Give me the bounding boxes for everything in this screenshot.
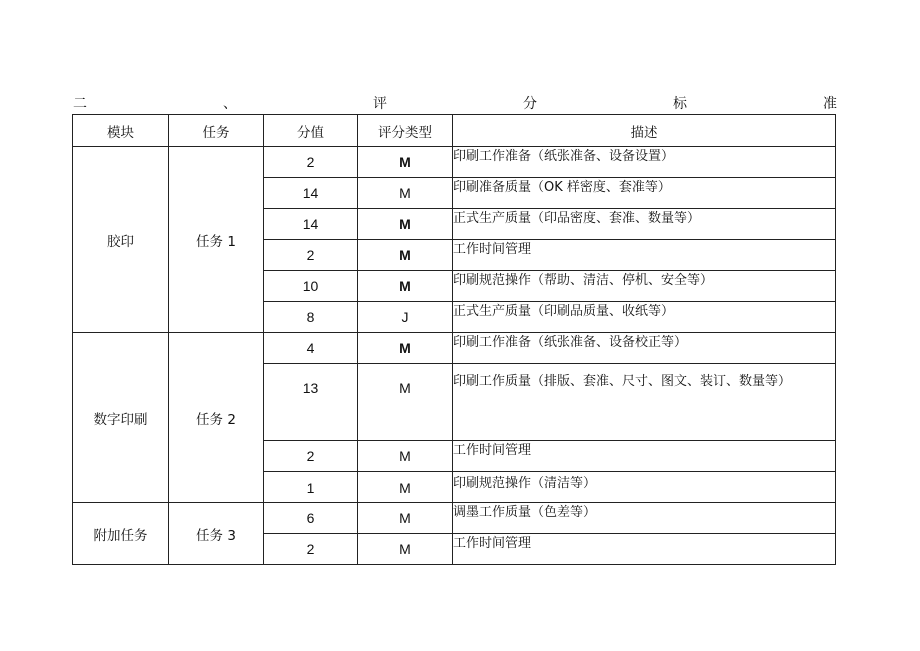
scoring-table — [72, 114, 836, 565]
module-cell: 数字印刷 — [73, 333, 169, 503]
header-description: 描述 — [453, 115, 836, 147]
type-cell: J — [358, 302, 453, 333]
heading-char: 分 — [523, 96, 537, 112]
heading-char: 二 — [73, 96, 87, 112]
table-row — [73, 333, 836, 364]
description-cell: 印刷工作准备（纸张准备、设备校正等） — [453, 333, 836, 364]
description-cell: 印刷规范操作（清洁等） — [453, 472, 836, 503]
description-cell: 印刷规范操作（帮助、清洁、停机、安全等） — [453, 271, 836, 302]
type-cell: M — [358, 534, 453, 565]
score-cell: 1 — [264, 472, 358, 503]
description-cell: 印刷准备质量（OK 样密度、套准等） — [453, 178, 836, 209]
score-cell: 2 — [264, 441, 358, 472]
table-row — [73, 147, 836, 178]
score-cell: 2 — [264, 147, 358, 178]
description-cell: 印刷工作准备（纸张准备、设备设置） — [453, 147, 836, 178]
description-cell: 正式生产质量（印刷品质量、收纸等） — [453, 302, 836, 333]
score-cell: 4 — [264, 333, 358, 364]
score-cell: 13 — [264, 364, 358, 441]
task-cell: 任务 1 — [169, 147, 264, 333]
type-cell: M — [358, 271, 453, 302]
description-cell: 印刷工作质量（排版、套准、尺寸、图文、装订、数量等） — [453, 364, 836, 441]
task-cell: 任务 2 — [169, 333, 264, 503]
task-cell: 任务 3 — [169, 503, 264, 565]
table-header-row — [73, 115, 836, 147]
type-cell: M — [358, 441, 453, 472]
type-cell: M — [358, 364, 453, 441]
score-cell: 14 — [264, 209, 358, 240]
type-cell: M — [358, 503, 453, 534]
type-cell: M — [358, 147, 453, 178]
type-cell: M — [358, 209, 453, 240]
score-cell: 8 — [264, 302, 358, 333]
description-cell: 正式生产质量（印品密度、套准、数量等） — [453, 209, 836, 240]
description-cell: 工作时间管理 — [453, 240, 836, 271]
header-module: 模块 — [73, 115, 169, 147]
header-score: 分值 — [264, 115, 358, 147]
type-cell: M — [358, 472, 453, 503]
header-type: 评分类型 — [358, 115, 453, 147]
table-row — [73, 503, 836, 534]
module-cell: 附加任务 — [73, 503, 169, 565]
type-cell: M — [358, 333, 453, 364]
score-cell: 14 — [264, 178, 358, 209]
score-cell: 2 — [264, 534, 358, 565]
heading-char: 评 — [373, 96, 387, 112]
heading-char: 准 — [823, 96, 837, 112]
header-task: 任务 — [169, 115, 264, 147]
module-cell: 胶印 — [73, 147, 169, 333]
score-cell: 6 — [264, 503, 358, 534]
type-cell: M — [358, 178, 453, 209]
description-cell: 调墨工作质量（色差等） — [453, 503, 836, 534]
score-cell: 2 — [264, 240, 358, 271]
section-heading — [73, 92, 837, 114]
description-cell: 工作时间管理 — [453, 534, 836, 565]
description-cell: 工作时间管理 — [453, 441, 836, 472]
type-cell: M — [358, 240, 453, 271]
heading-char: 、 — [223, 96, 237, 112]
heading-char: 标 — [673, 96, 687, 112]
score-cell: 10 — [264, 271, 358, 302]
